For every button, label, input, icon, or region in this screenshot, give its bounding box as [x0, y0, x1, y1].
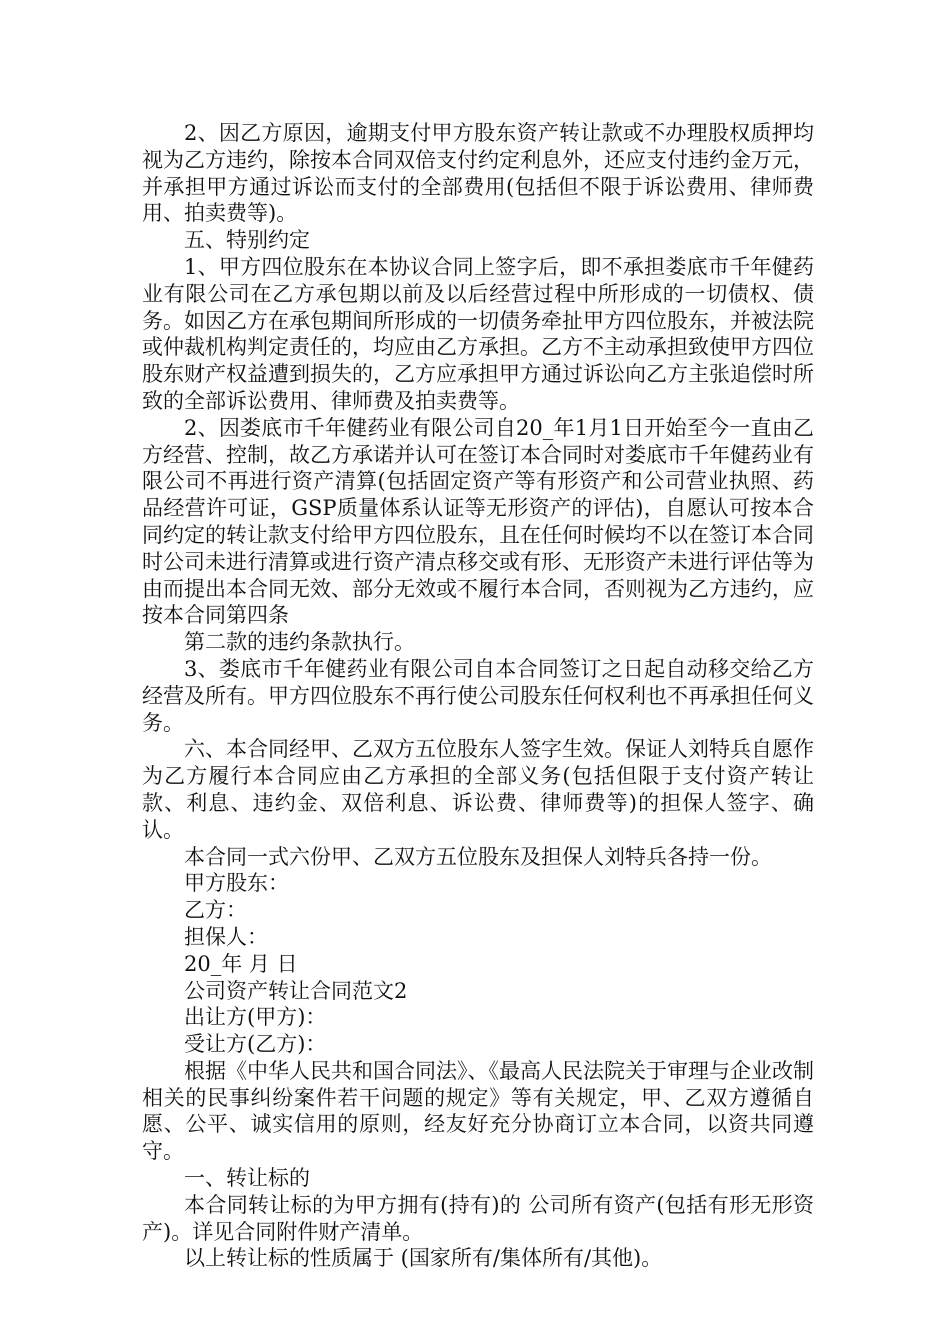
paragraph: 第二款的违约条款执行。	[184, 630, 415, 655]
transferor-line: 出让方(甲方)：	[184, 1005, 327, 1030]
date-line: 20_年 月 日	[184, 951, 298, 976]
signature-line-party-a: 甲方股东：	[184, 871, 289, 896]
transferee-line: 受让方(乙方)：	[184, 1032, 327, 1057]
paragraph: 2、因乙方原因，逾期支付甲方股东资产转让款或不办理股权质押均视为乙方违约，除按本合同双倍支付约定利息外，还应支付违约金万元，并承担甲方通过诉讼而支付的全部费用(包括但不限于诉讼费用、律师费用、拍卖费等)。	[142, 121, 814, 226]
document-subtitle: 公司资产转让合同范文2	[184, 978, 408, 1003]
paragraph: 根据《中华人民共和国合同法》、《最高人民法院关于审理与企业改制相关的民事纠纷案件若干问题的规定》等有关规定，甲、乙双方遵循自愿、公平、诚实信用的原则，经友好充分协商订立本合同，以资共同遵守。	[142, 1058, 814, 1164]
paragraph: 六、本合同经甲、乙双方五位股东人签字生效。保证人刘特兵自愿作为乙方履行本合同应由乙方承担的全部义务(包括但限于支付资产转让款、利息、违约金、双倍利息、诉讼费、律师费等)的担保人签字、确认。	[142, 737, 814, 842]
paragraph: 1、甲方四位股东在本协议合同上签字后，即不承担娄底市千年健药业有限公司在乙方承包期以前及以后经营过程中所形成的一切债权、债务。如因乙方在承包期间所形成的一切债务牵扯甲方四位股东，并被法院或仲裁机构判定责任的，均应由乙方承担。乙方不主动承担致使甲方四位股东财产权益遭到损失的，乙方应承担甲方通过诉讼向乙方主张追偿时所致的全部诉讼费用、律师费及拍卖费等。	[142, 254, 814, 413]
section-heading: 一、转让标的	[184, 1166, 310, 1191]
paragraph: 3、娄底市千年健药业有限公司自本合同签订之日起自动移交给乙方经营及所有。甲方四位股东不再行使公司股东任何权利也不再承担任何义务。	[142, 656, 814, 735]
signature-line-party-b: 乙方：	[184, 898, 247, 923]
paragraph: 以上转让标的性质属于 (国家所有/集体所有/其他)。	[184, 1246, 663, 1271]
paragraph: 本合同一式六份甲、乙双方五位股东及担保人刘特兵各持一份。	[184, 844, 772, 869]
signature-line-guarantor: 担保人：	[184, 924, 268, 949]
document-body	[142, 120, 814, 1272]
paragraph: 本合同转让标的为甲方拥有(持有)的 公司所有资产(包括有形无形资产)。详见合同附件财产清单。	[142, 1192, 814, 1244]
section-heading: 五、特别约定	[184, 228, 310, 253]
paragraph: 2、因娄底市千年健药业有限公司自20_年1月1日开始至今一直由乙方经营、控制，故乙方承诺并认可在签订本合同时对娄底市千年健药业有限公司不再进行资产清算(包括固定资产等有形资产和公司营业执照、药品经营许可证，GSP质量体系认证等无形资产的评估)，自愿认可按本合同约定的转让款支付给甲方四位股东，且在任何时候均不以在签订本合同时公司未进行清算或进行资产清点移交或有形、无形资产未进行评估等为由而提出本合同无效、部分无效或不履行本合同，否则视为乙方违约，应按本合同第四条	[142, 415, 814, 628]
